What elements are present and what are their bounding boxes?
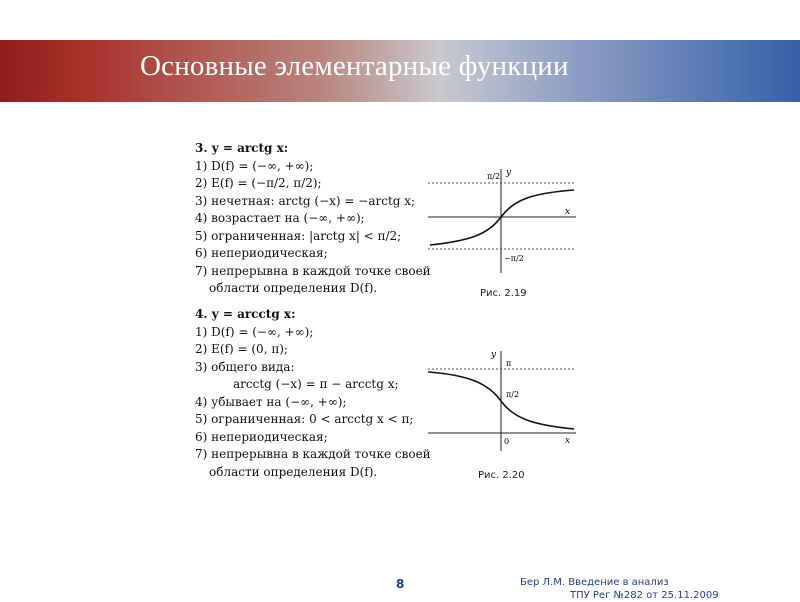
figure-caption: Рис. 2.20 <box>478 470 525 481</box>
list-item: 4) возрастает на (−∞, +∞); <box>195 211 365 225</box>
list-item: 3) общего вида: <box>195 359 295 374</box>
list-item: 5) ограниченная: 0 < arcctg x < π; <box>195 412 414 426</box>
title-bar <box>0 40 800 102</box>
page-number: 8 <box>396 577 405 591</box>
x-axis-label: x <box>565 207 571 217</box>
list-item: 6) непериодическая; <box>195 246 328 260</box>
figure-caption: Рис. 2.19 <box>480 288 527 299</box>
list-item: 7) непрерывна в каждой точке своей <box>195 447 431 461</box>
arctg-properties <box>195 140 431 298</box>
list-item: 5) ограниченная: |arctg x| < π/2; <box>195 228 402 243</box>
source-line: Бер Л.М. Введение в анализ <box>520 577 669 588</box>
source-line: ТПУ Рег №282 от 25.11.2009 <box>570 590 719 601</box>
slide-title: Основные элементарные функции <box>140 50 569 82</box>
tick-minus-pi-half: −π/2 <box>504 254 524 263</box>
arcctg-heading: 4. y = arcctg x: <box>195 307 296 321</box>
list-item: 4) убывает на (−∞, +∞); <box>195 394 347 409</box>
tick-pi: π <box>506 359 512 368</box>
origin-label: 0 <box>504 437 510 446</box>
arcctg-graph <box>428 347 578 457</box>
list-item: 2) E(f) = (0, π); <box>195 342 288 356</box>
list-item: 1) D(f) = (−∞, +∞); <box>195 158 314 173</box>
source-reference <box>520 576 719 602</box>
tick-pi-half: π/2 <box>487 172 501 181</box>
arcctg-properties <box>195 306 431 481</box>
formula-line: arcctg (−x) = π − arcctg x; <box>233 377 399 391</box>
list-item: 3) нечетная: arctg (−x) = −arctg x; <box>195 193 416 208</box>
list-item: 7) непрерывна в каждой точке своей <box>195 263 431 278</box>
list-item: 6) непериодическая; <box>195 429 328 444</box>
arctg-heading: 3. y = arctg x: <box>195 141 289 155</box>
y-axis-label: y <box>491 350 497 360</box>
arctg-graph <box>428 165 578 275</box>
list-item-continuation: области определения D(f). <box>209 464 378 479</box>
y-axis-label: y <box>506 168 512 178</box>
tick-pi-half: π/2 <box>506 390 520 399</box>
list-item: 1) D(f) = (−∞, +∞); <box>195 324 314 339</box>
x-axis-label: x <box>565 436 571 446</box>
list-item: 2) E(f) = (−π/2, π/2); <box>195 176 322 190</box>
list-item-continuation: области определения D(f). <box>209 281 378 295</box>
